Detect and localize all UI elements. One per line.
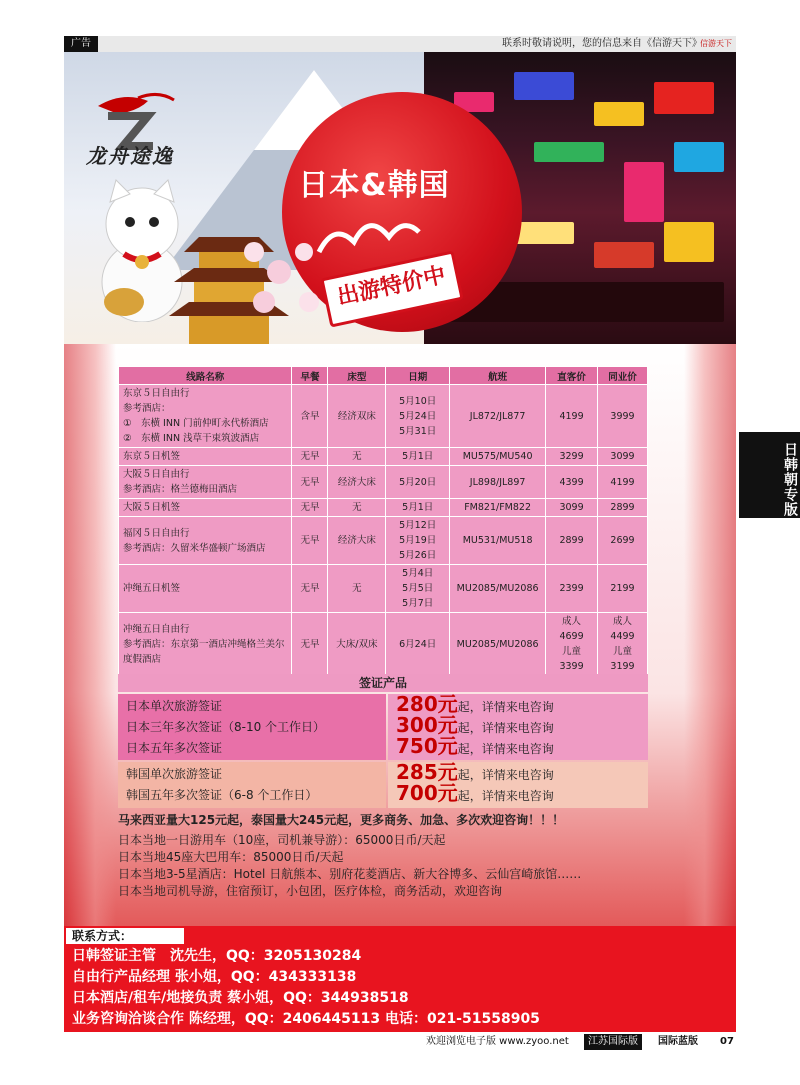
direct-price: 3299 xyxy=(546,448,598,466)
table-header-row xyxy=(119,367,648,385)
dates: 6月24日 xyxy=(386,613,450,676)
hero-subtitle: 出游特价中 xyxy=(335,262,448,311)
routes-table xyxy=(118,366,648,676)
visa-name: 韩国单次旅游签证 xyxy=(126,767,223,781)
bed-type: 经济大床 xyxy=(328,466,386,499)
dates: 5月12日 5月19日 5月26日 xyxy=(386,517,450,565)
bed-type: 大床/双床 xyxy=(328,613,386,676)
direct-price: 2899 xyxy=(546,517,598,565)
brush-edge-right xyxy=(684,344,736,926)
table-row xyxy=(119,466,648,499)
contact-line: 自由行产品经理 张小姐，QQ：434333138 xyxy=(72,969,357,985)
flight: MU2085/MU2086 xyxy=(450,613,546,676)
page-footer xyxy=(64,1034,736,1050)
footer-edition: 江苏国际版 xyxy=(584,1034,642,1050)
trade-price: 4199 xyxy=(598,466,648,499)
contact-line: 日韩签证主管 沈先生，QQ：3205130284 xyxy=(72,948,362,964)
breakfast: 含早 xyxy=(292,385,328,448)
local-service-item: 日本当地一日游用车（10座，司机兼导游）：65000日币/天起 xyxy=(118,833,446,847)
visa-price-note: 起，详情来电咨询 xyxy=(457,721,554,735)
dates: 5月10日 5月24日 5月31日 xyxy=(386,385,450,448)
direct-price: 4399 xyxy=(546,466,598,499)
visa-name: 日本单次旅游签证 xyxy=(126,699,223,713)
col-direct-price: 直客价 xyxy=(546,367,598,385)
trade-price: 2199 xyxy=(598,565,648,613)
visa-price-note: 起，详情来电咨询 xyxy=(457,768,554,782)
trade-price: 3999 xyxy=(598,385,648,448)
dates: 5月1日 xyxy=(386,448,450,466)
route-name: 东京５日自由行 参考酒店： ① 东横 INN 门前仲町永代桥酒店 ② 东横 INN 浅草干束筑波酒店 xyxy=(119,385,292,448)
route-name: 大阪５日机签 xyxy=(119,499,292,517)
bed-type: 经济双床 xyxy=(328,385,386,448)
hero-banner xyxy=(64,52,736,344)
brand-name: 龙舟途逸 xyxy=(86,144,174,168)
visa-price: 750元 xyxy=(396,734,458,758)
visa-price-note: 起，详情来电咨询 xyxy=(457,742,554,756)
dates: 5月1日 xyxy=(386,499,450,517)
local-service-item: 日本当地45座大巴用车：85000日币/天起 xyxy=(118,850,344,864)
visa-price-note: 起，详情来电咨询 xyxy=(457,700,554,714)
dates: 5月4日 5月5日 5月7日 xyxy=(386,565,450,613)
col-breakfast: 早餐 xyxy=(292,367,328,385)
visa-name: 韩国五年多次签证（6-8 个工作日） xyxy=(126,788,318,802)
visa-price: 285元 xyxy=(396,760,458,784)
bed-type: 无 xyxy=(328,448,386,466)
visa-price: 280元 xyxy=(396,692,458,716)
flight: MU575/MU540 xyxy=(450,448,546,466)
visa-price-note: 起，详情来电咨询 xyxy=(457,789,554,803)
source-note: 联系时敬请说明，您的信息来自《信游天下》 xyxy=(502,38,702,49)
col-trade-price: 同业价 xyxy=(598,367,648,385)
contact-lines xyxy=(72,946,540,1030)
flight: JL872/JL877 xyxy=(450,385,546,448)
flight: FM821/FM822 xyxy=(450,499,546,517)
breakfast: 无早 xyxy=(292,613,328,676)
col-date: 日期 xyxy=(386,367,450,385)
direct-price: 3099 xyxy=(546,499,598,517)
visa-price-row xyxy=(396,736,640,757)
route-name: 冲绳五日自由行 参考酒店：东京第一酒店冲绳格兰美尔度假酒店 xyxy=(119,613,292,676)
brush-edge-left xyxy=(64,344,116,926)
visa-korea-names xyxy=(118,762,386,808)
table-row xyxy=(119,565,648,613)
table-row xyxy=(119,499,648,517)
footer-welcome: 欢迎浏览电子版 www.zyoo.net xyxy=(426,1036,569,1047)
visa-price-row xyxy=(396,783,640,804)
section-tab: 日韩朝专版 xyxy=(739,432,800,518)
table-row xyxy=(119,613,648,676)
col-flight: 航班 xyxy=(450,367,546,385)
table-row xyxy=(119,448,648,466)
direct-price: 4199 xyxy=(546,385,598,448)
promo-line: 马来西亚量大125元起，泰国量大245元起，更多商务、加急、多次欢迎咨询！！！ xyxy=(118,813,565,827)
route-name: 大阪５日自由行 参考酒店：格兰德梅田酒店 xyxy=(119,466,292,499)
local-service-item: 日本当地3-5星酒店：Hotel 日航熊本、别府花菱酒店、新大谷博多、云仙宫崎旅馆…… xyxy=(118,867,582,881)
visa-name: 日本五年多次签证 xyxy=(126,741,223,755)
dates: 5月20日 xyxy=(386,466,450,499)
visa-price-row xyxy=(396,762,640,783)
bed-type: 无 xyxy=(328,499,386,517)
bed-type: 经济大床 xyxy=(328,517,386,565)
publisher-logo: 信游天下 xyxy=(700,39,732,48)
flight: MU531/MU518 xyxy=(450,517,546,565)
breakfast: 无早 xyxy=(292,448,328,466)
ad-label: 广告 xyxy=(64,36,98,52)
breakfast: 无早 xyxy=(292,466,328,499)
visa-price-row xyxy=(396,694,640,715)
flight: JL898/JL897 xyxy=(450,466,546,499)
visa-section-title: 签证产品 xyxy=(118,674,648,692)
trade-price: 2699 xyxy=(598,517,648,565)
route-name: 冲绳五日机签 xyxy=(119,565,292,613)
local-service-item: 日本当地司机导游，住宿预订，小包团，医疗体检，商务活动，欢迎咨询 xyxy=(118,884,503,898)
bed-type: 无 xyxy=(328,565,386,613)
breakfast: 无早 xyxy=(292,565,328,613)
col-route-name: 线路名称 xyxy=(119,367,292,385)
visa-name: 日本三年多次签证（8-10 个工作日） xyxy=(126,720,326,734)
footer-section: 国际蓝版 xyxy=(658,1036,698,1047)
cherry-blossom-icon xyxy=(224,222,334,332)
local-services xyxy=(118,832,581,900)
contact-heading: 联系方式： xyxy=(66,928,184,944)
contact-line: 日本酒店/租车/地接负责 蔡小姐，QQ：344938518 xyxy=(72,990,409,1006)
visa-japan-prices xyxy=(388,694,648,760)
page-number: 07 xyxy=(720,1036,734,1047)
col-bed-type: 床型 xyxy=(328,367,386,385)
hero-title: 日本&韩国 xyxy=(298,168,450,203)
visa-japan-names xyxy=(118,694,386,760)
trade-price: 成人4499 儿童3199 xyxy=(598,613,648,676)
breakfast: 无早 xyxy=(292,517,328,565)
contact-line: 业务咨询洽谈合作 陈经理，QQ：2406445113 电话：021-51558905 xyxy=(72,1011,540,1027)
table-row xyxy=(119,517,648,565)
trade-price: 2899 xyxy=(598,499,648,517)
table-row xyxy=(119,385,648,448)
visa-korea-block xyxy=(118,762,648,808)
breakfast: 无早 xyxy=(292,499,328,517)
visa-price-row xyxy=(396,715,640,736)
visa-price: 700元 xyxy=(396,781,458,805)
visa-korea-prices xyxy=(388,762,648,808)
visa-japan-block xyxy=(118,694,648,760)
trade-price: 3099 xyxy=(598,448,648,466)
route-name: 东京５日机签 xyxy=(119,448,292,466)
direct-price: 2399 xyxy=(546,565,598,613)
direct-price: 成人4699 儿童3399 xyxy=(546,613,598,676)
flight: MU2085/MU2086 xyxy=(450,565,546,613)
visa-price: 300元 xyxy=(396,713,458,737)
route-name: 福冈５日自由行 参考酒店：久留米华盛顿广场酒店 xyxy=(119,517,292,565)
